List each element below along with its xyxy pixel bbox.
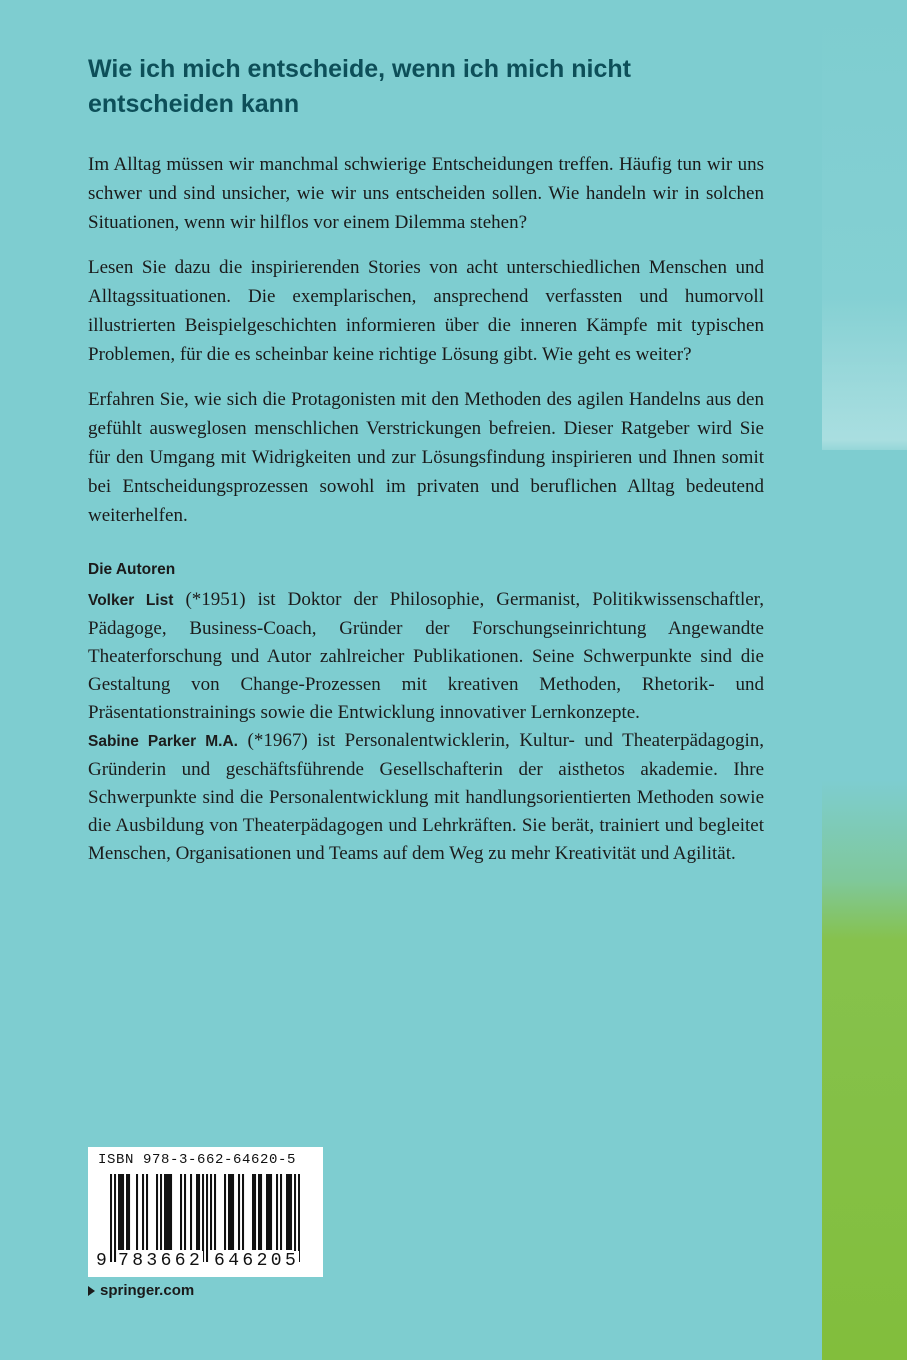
barcode-bar [286,1174,288,1250]
barcode-bar [168,1174,170,1250]
barcode-bar [288,1174,290,1250]
barcode-bar [232,1174,234,1250]
author-text-1: (*1951) ist Doktor der Philosophie, Germanist, Politikwissenschaftler, Pädagoge, Business-Coach, Gründer der Forschungseinrichtung Angewandte Theaterforschung und Autor zahlreicher Publikationen. Seine Schwerpunkte sind die Gestaltung von Change-Prozessen mit kreativen Methoden, Rhetorik- und Präsentationstrainings sowie die Entwicklung innovativer Lernkonzepte. [88,589,765,723]
publisher-url: springer.com [100,1282,195,1299]
cover-text [88,52,764,868]
barcode-bars [110,1174,300,1262]
barcode-bar [214,1174,216,1250]
isbn-label: ISBN 978-3-662-64620-5 [98,1152,297,1168]
barcode-bar [170,1174,172,1250]
barcode-bar [120,1174,122,1250]
barcode-bar [258,1174,260,1250]
barcode-bar [110,1174,112,1262]
barcode-bar [126,1174,128,1250]
barcode-digit-first: 9 [96,1251,107,1271]
barcode-bar [164,1174,166,1250]
barcode-digits-left: 783662 [118,1251,204,1271]
barcode-bar [228,1174,230,1250]
barcode-bar [128,1174,130,1250]
barcode-bar [298,1174,300,1262]
barcode-bar [190,1174,192,1250]
barcode-bar [146,1174,148,1250]
author-name-1: Volker List [88,592,174,609]
barcode-bar [230,1174,232,1250]
isbn-barcode [88,1147,323,1277]
barcode-bar [290,1174,292,1250]
blurb-paragraph-2: Lesen Sie dazu die inspirierenden Stories von acht unterschiedlichen Menschen und Alltagssituationen. Die exemplarischen, ansprechend verfassten und humorvoll illustrierten Beispielgeschichten informieren über die inneren Kämpfe mit typischen Problemen, für die es scheinbar keine richtige Lösung gibt. Wie geht es weiter? [88,257,764,365]
barcode-bar [198,1174,200,1250]
barcode-bar [160,1174,162,1250]
author-name-2: Sabine Parker M.A. [88,733,238,750]
barcode-bar [270,1174,272,1250]
barcode-bar [114,1174,116,1262]
blurb-paragraph-1: Im Alltag müssen wir manchmal schwierige Entscheidungen treffen. Häufig tun wir uns schwer und sind unsicher, wie wir uns entscheiden sollen. Wie handeln wir in solchen Situationen, wenn wir hilflos vor einem Dilemma stehen? [88,154,764,233]
barcode-bar [276,1174,278,1250]
barcode-bar [156,1174,158,1250]
barcode-bar [118,1174,120,1250]
barcode-bar [122,1174,124,1250]
barcode-bar [266,1174,268,1250]
barcode-bar [242,1174,244,1250]
barcode-bar [184,1174,186,1250]
barcode-bar [206,1174,208,1262]
barcode-bar [196,1174,198,1250]
author-bio-2 [88,727,764,868]
barcode-bar [166,1174,168,1250]
book-title: Wie ich mich entscheide, wenn ich mich nicht entscheiden kann [88,55,631,118]
strip-highlight [822,290,907,450]
arrow-right-icon [88,1286,95,1296]
barcode-bar [202,1174,204,1262]
blurb-paragraph-3: Erfahren Sie, wie sich die Protagonisten mit den Methoden des agilen Handelns aus den gefühlt ausweglosen menschlichen Verstrickungen befreien. Dieser Ratgeber wird Sie für den Umgang mit Widrigkeiten und zur Lösungsfindung inspirieren und Ihnen somit bei Entscheidungsprozessen sowohl im privaten und beruflichen Alltag bedeutend weiterhelfen. [88,389,764,526]
barcode-bar [210,1174,212,1250]
publisher-link[interactable] [88,1282,194,1299]
barcode-bar [294,1174,296,1262]
barcode-bar [180,1174,182,1250]
side-color-strip [822,0,907,1360]
barcode-bar [280,1174,282,1250]
barcode-bar [252,1174,254,1250]
barcode-bar [254,1174,256,1250]
barcode-digits-right: 646205 [214,1251,300,1271]
barcode-bar [142,1174,144,1250]
barcode-bar [238,1174,240,1250]
barcode-bar [268,1174,270,1250]
author-text-2: (*1967) ist Personalentwicklerin, Kultur- und Theaterpädagogin, Gründerin und geschäftsführende Gesellschafterin der aisthetos akademie. Ihre Schwerpunkte sind die Personalentwicklung mit handlungsorientierten Methoden sowie die Ausbildung von Theaterpädagogen und Lehrkräften. Sie berät, trainiert und begleitet Menschen, Organisationen und Teams auf dem Weg zu mehr Kreativität und Agilität. [88,730,764,864]
barcode-bar [224,1174,226,1250]
authors-heading: Die Autoren [88,561,176,578]
author-bio-1 [88,586,764,727]
barcode-bar [260,1174,262,1250]
barcode-bar [136,1174,138,1250]
